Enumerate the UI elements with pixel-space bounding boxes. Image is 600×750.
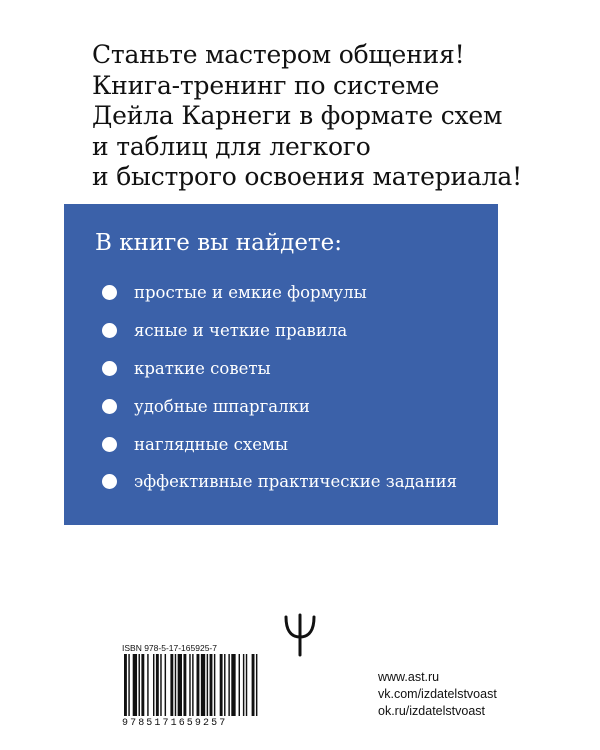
- tagline-line: Станьте мастером общения!: [92, 40, 465, 69]
- tagline-line: Дейла Карнеги в формате схем: [92, 101, 503, 130]
- list-item: [102, 274, 457, 312]
- features-box: [64, 204, 498, 525]
- feature-text: простые и емкие формулы: [134, 283, 367, 303]
- bullet-icon: [102, 361, 117, 376]
- barcode-bars: [122, 654, 282, 720]
- tagline-line: и таблиц для легкого: [92, 131, 371, 161]
- features-heading: В книге вы найдете:: [95, 230, 343, 256]
- bullet-icon: [102, 399, 117, 414]
- feature-text: краткие советы: [134, 358, 271, 378]
- list-item: [102, 312, 457, 350]
- feature-text: эффективные практические задания: [134, 472, 458, 492]
- publisher-url[interactable]: www.ast.ru: [378, 670, 440, 684]
- bullet-icon: [102, 474, 117, 489]
- list-item: [102, 463, 457, 501]
- feature-text: удобные шпаргалки: [134, 396, 310, 416]
- tagline-line: Книга-тренинг по системе: [92, 70, 440, 100]
- feature-text: наглядные схемы: [134, 434, 288, 454]
- bullet-icon: [102, 437, 117, 452]
- publisher-links: [378, 669, 497, 720]
- list-item: [102, 350, 457, 388]
- list-item: [102, 387, 457, 425]
- feature-text: ясные и четкие правила: [134, 321, 348, 341]
- tagline: [92, 40, 562, 193]
- publisher-url[interactable]: vk.com/izdatelstvoast: [378, 687, 497, 701]
- bullet-icon: [102, 323, 117, 338]
- features-list: [102, 274, 457, 501]
- barcode-digits: 9785171659257: [122, 718, 228, 729]
- tagline-line: и быстрого освоения материала!: [92, 162, 522, 191]
- psi-icon: [283, 613, 317, 657]
- isbn-label: ISBN 978-5-17-165925-7: [122, 643, 217, 653]
- list-item: [102, 425, 457, 463]
- bullet-icon: [102, 285, 117, 300]
- publisher-url[interactable]: ok.ru/izdatelstvoast: [378, 704, 485, 718]
- barcode: [122, 643, 282, 733]
